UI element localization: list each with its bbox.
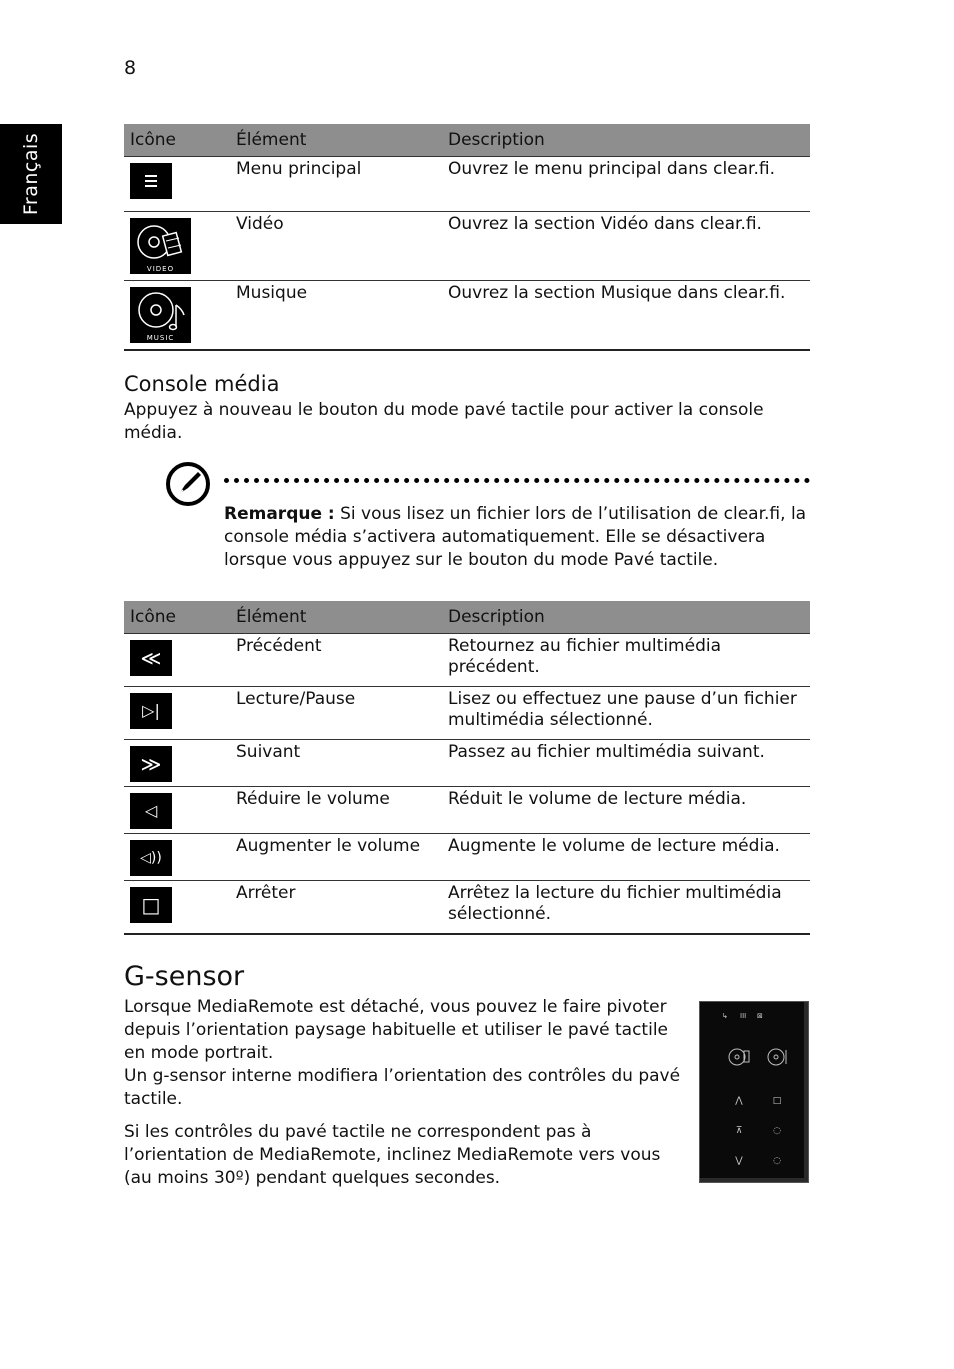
header-element: Élément [230,601,442,634]
svg-text:⋀: ⋀ [735,1096,743,1106]
description-cell: Lisez ou effectuez une pause d’un fichier multimédia sélectionné. [442,687,810,740]
volume-up-icon: ◁)) [130,840,172,876]
svg-text:□: □ [772,1096,782,1106]
table-row [124,787,810,834]
header-description: Description [442,124,810,157]
next-icon: ≫ [130,746,172,782]
note-label: Remarque : [224,504,335,524]
previous-icon: ≪ [130,640,172,676]
navigation-icon-table [124,124,810,351]
element-cell: Réduire le volume [230,787,442,834]
language-label: Français [20,132,42,216]
gsensor-paragraph-2: Si les contrôles du pavé tactile ne correspondent pas à l’orientation de MediaRemote, inclinez MediaRemote vers vous (au moins 30º) pendant quelques secondes. [124,1122,661,1188]
element-cell: Précédent [230,634,442,687]
table-header-row [124,124,810,157]
description-cell: Ouvrez la section Vidéo dans clear.fi. [442,212,810,281]
menu-icon [130,163,172,199]
element-cell: Suivant [230,740,442,787]
note-divider [224,478,810,483]
svg-text:◌: ◌ [773,1126,781,1136]
table-row [124,157,810,212]
element-cell: Augmenter le volume [230,834,442,881]
media-console-icon-table [124,601,810,935]
media-console-text: Appuyez à nouveau le bouton du mode pavé tactile pour activer la console média. [124,400,764,443]
video-icon [130,218,191,274]
table-header-row [124,601,810,634]
table-row [124,281,810,350]
svg-text:◌: ◌ [773,1156,781,1166]
note-body: Si vous lisez un fichier lors de l’utilisation de clear.fi, la console média s’activera automatiquement. Elle se désactivera lorsque vous appuyez sur le bouton du mode Pavé tactile. [224,504,807,570]
media-console-heading: Console média [124,372,280,396]
table-row [124,212,810,281]
video-icon-caption: VIDEO [146,265,175,273]
header-description: Description [442,601,810,634]
volume-down-icon: ◁ [130,793,172,829]
description-cell: Réduit le volume de lecture média. [442,787,810,834]
header-icon: Icône [124,124,230,157]
note-text [224,503,810,572]
element-cell: Arrêter [230,881,442,934]
table-row [124,740,810,787]
music-icon [130,287,191,343]
element-cell: Lecture/Pause [230,687,442,740]
table-row [124,834,810,881]
svg-text:⊼: ⊼ [735,1126,743,1136]
table-row [124,881,810,934]
header-element: Élément [230,124,442,157]
note-pen-icon [165,461,213,513]
mediaremote-portrait-image [699,1001,809,1183]
description-cell: Ouvrez la section Musique dans clear.fi. [442,281,810,350]
page-number: 8 [124,57,137,79]
description-cell: Arrêtez la lecture du fichier multimédia sélectionné. [442,881,810,934]
gsensor-paragraph-1a: Lorsque MediaRemote est détaché, vous pouvez le faire pivoter depuis l’orientation paysage habituelle et utiliser le pavé tactile en mode portrait. [124,997,668,1063]
gsensor-paragraph-1 [124,996,684,1111]
table-row [124,687,810,740]
gsensor-heading: G-sensor [124,961,245,992]
element-cell: Vidéo [230,212,442,281]
music-icon-caption: MUSIC [146,334,175,342]
play-pause-icon: ▷| [130,693,172,729]
description-cell: Passez au fichier multimédia suivant. [442,740,810,787]
element-cell: Menu principal [230,157,442,212]
description-cell: Retournez au fichier multimédia précédent. [442,634,810,687]
element-cell: Musique [230,281,442,350]
table-row [124,634,810,687]
description-cell: Ouvrez le menu principal dans clear.fi. [442,157,810,212]
language-side-tab [0,124,62,224]
description-cell: Augmente le volume de lecture média. [442,834,810,881]
stop-icon: □ [130,887,172,923]
svg-text:⊠: ⊠ [757,1012,763,1020]
gsensor-paragraph-1b: Un g-sensor interne modifiera l’orientation des contrôles du pavé tactile. [124,1066,681,1109]
svg-text:⋁: ⋁ [735,1156,743,1166]
header-icon: Icône [124,601,230,634]
svg-text:III: III [740,1012,747,1020]
svg-text:↳: ↳ [722,1012,728,1020]
